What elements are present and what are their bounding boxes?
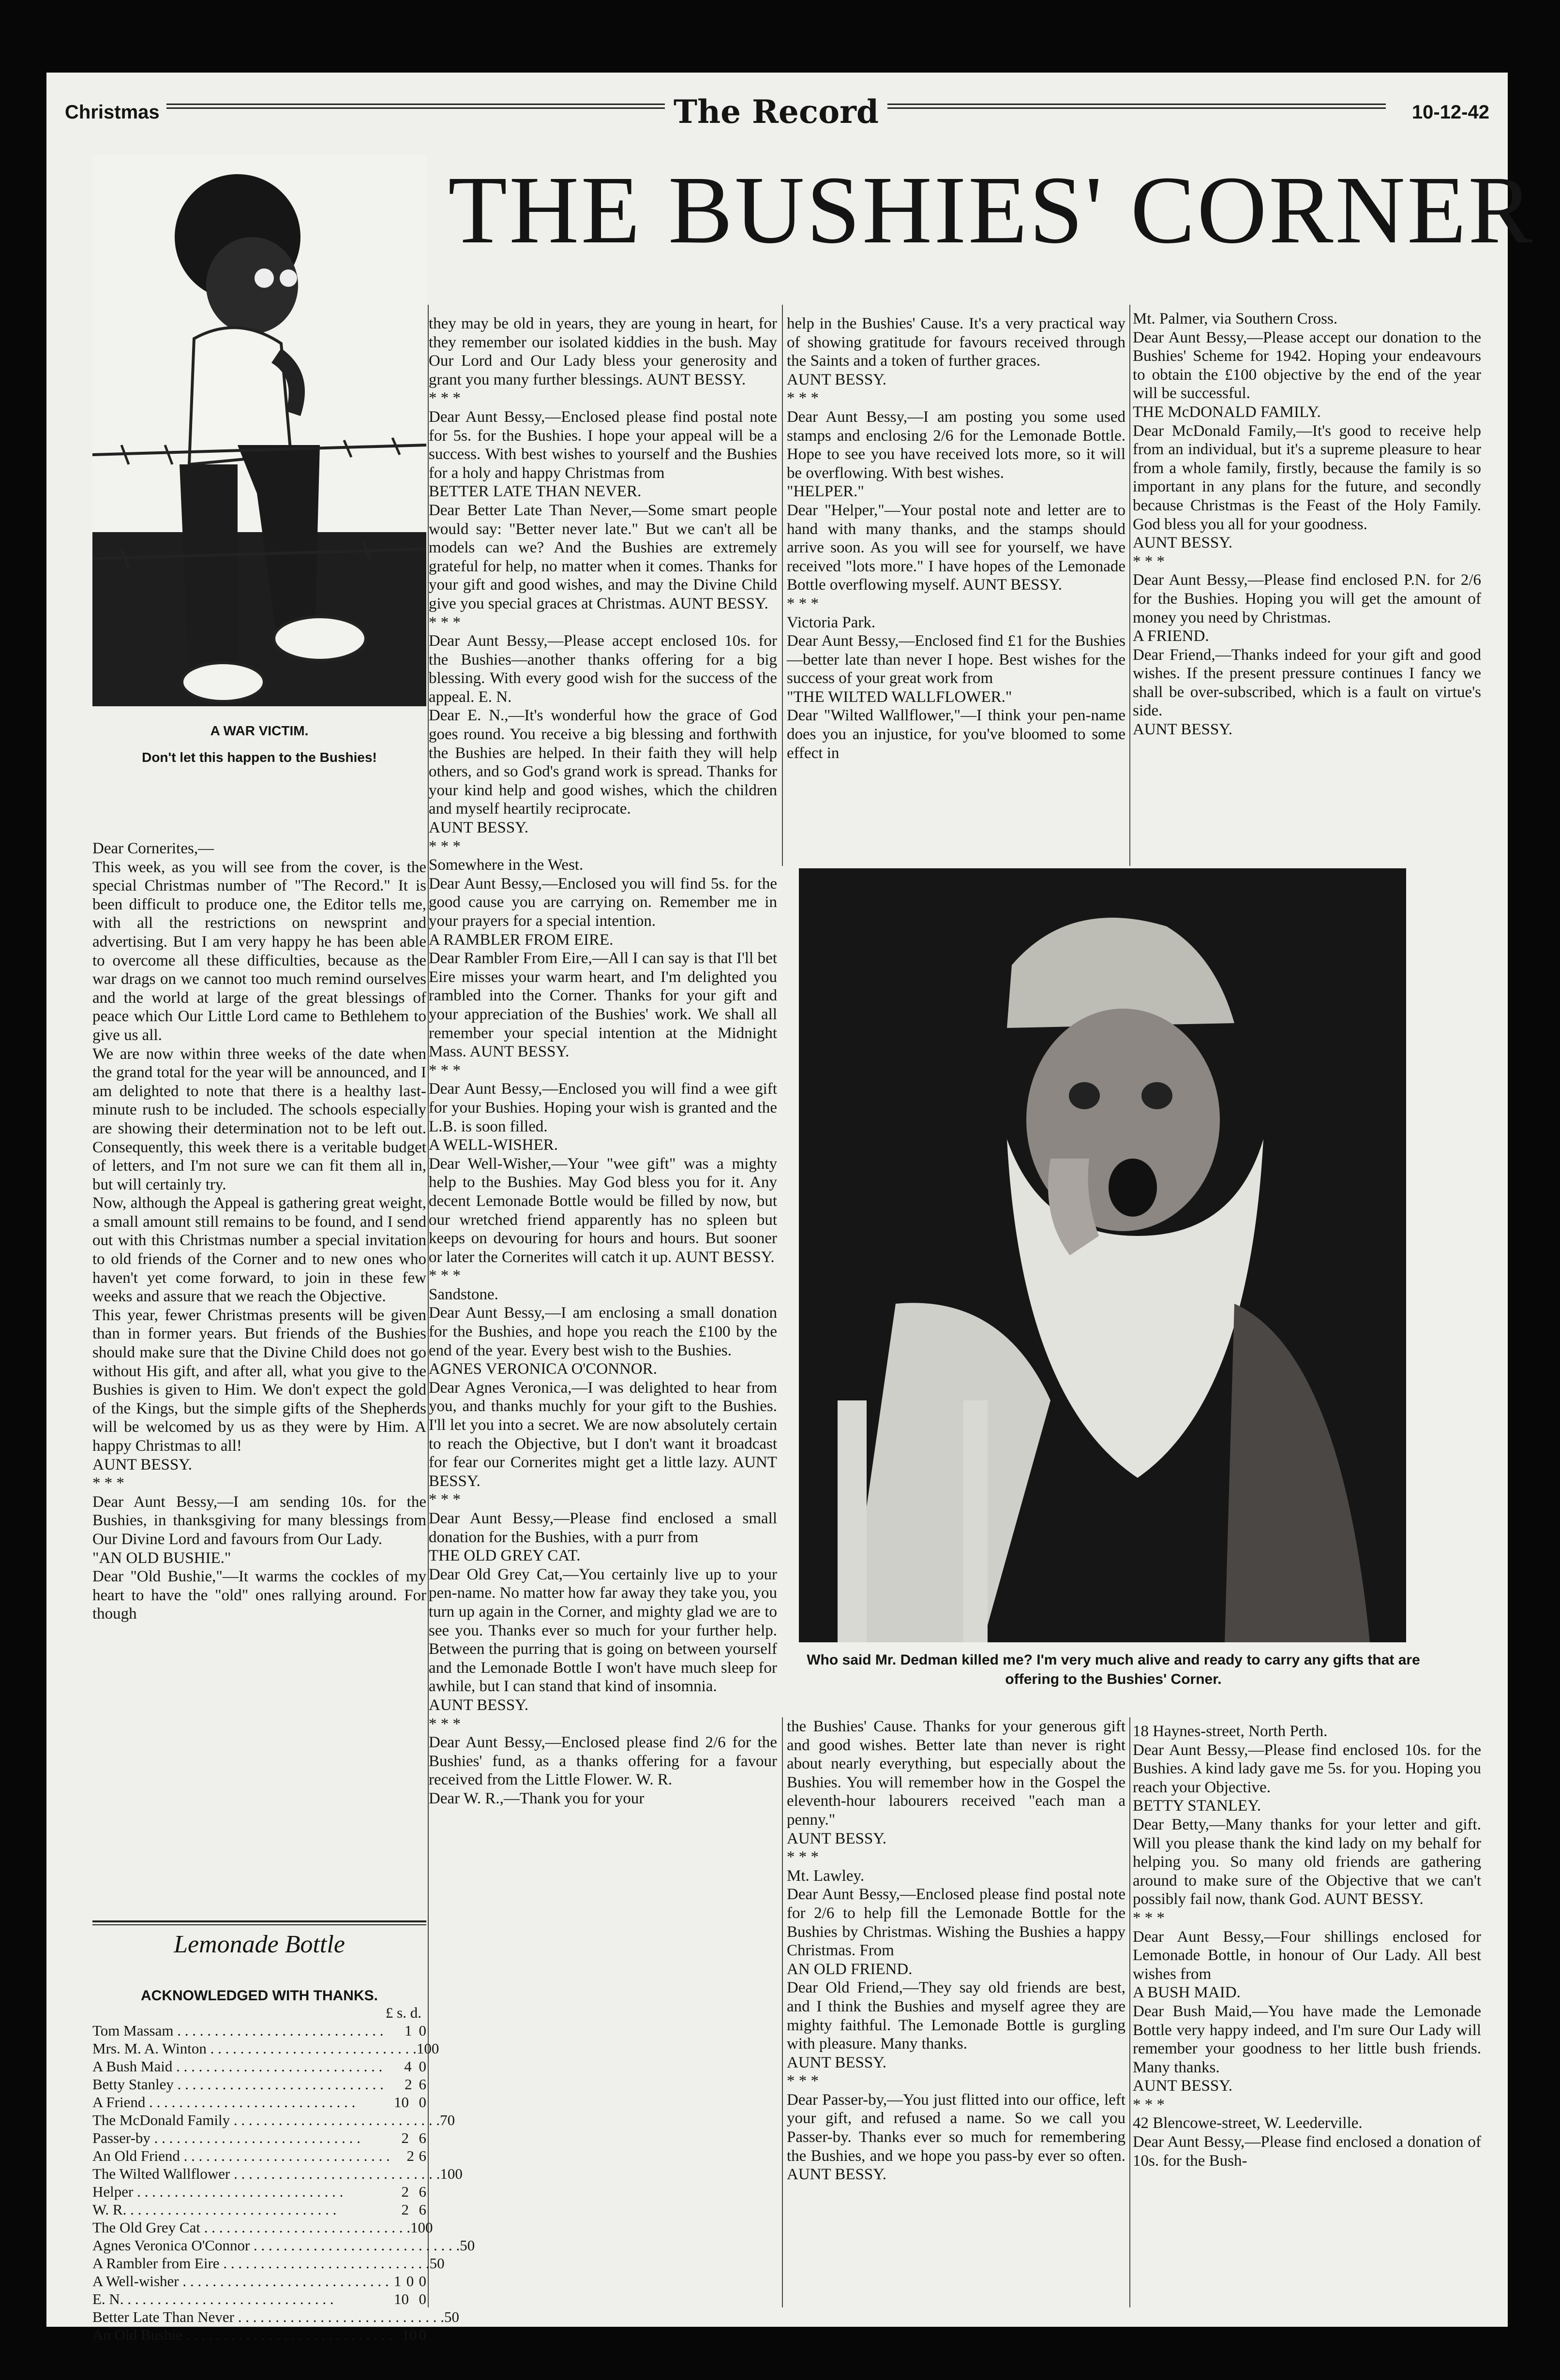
donor-name: Helper . . . xyxy=(92,2183,374,2201)
lemonade-list xyxy=(92,2022,475,2344)
amount-s: 0 xyxy=(406,2273,414,2290)
column-divider xyxy=(782,1717,783,2307)
amount-s: 10 xyxy=(394,2291,409,2307)
amount-d: 0 xyxy=(425,2219,433,2236)
amount-d: 0 xyxy=(419,2058,427,2075)
amount-s: 5 xyxy=(429,2255,437,2272)
page-title: THE BUSHIES' CORNER xyxy=(448,157,1535,264)
santa-photo xyxy=(799,868,1406,1642)
amount-d: 0 xyxy=(419,2326,426,2343)
column-divider xyxy=(782,305,783,866)
amount-d: 0 xyxy=(419,2273,426,2290)
lemonade-columns: £ s. d. xyxy=(385,2004,421,2021)
amount-l xyxy=(392,2326,402,2344)
amount-d: 0 xyxy=(419,2022,427,2039)
lemonade-row xyxy=(92,2129,426,2147)
article-column-5: the Bushies' Cause. Thanks for your generous gift and good wishes. Better late than never is right about nearly everything, but especially about the Bushies. You will remember how in the Gospel the eleventh-hour labourers received "each man a penny." AUNT BESSY. * * * Mt. Lawley. Dear Aunt Bessy,—Enclosed please find postal note for 2/6 to help fill the Lemonade Bottle for the Bushies by Christmas. Wishing the Bushies a happy Christmas. From AN OLD FRIEND. Dear Old Friend,—They say old friends are best, and I think the Bushies and myself agree they are mighty faithful. The Lemonade Bottle is gurgling with pleasure. Many thanks. AUNT BESSY. * * * Dear Passer-by,—You just flitted into our office, left your gift, and refused a name. So we call you Passer-by. Thanks ever so much for remembering the Bushies, and we hope you pass-by ever so often. AUNT BESSY. xyxy=(787,1718,1125,2184)
amount-l xyxy=(374,2093,391,2111)
amount-s: 10 xyxy=(402,2326,417,2343)
lemonade-subtitle: ACKNOWLEDGED WITH THANKS. xyxy=(141,1988,378,2004)
donor-name: A Well-wisher . . . xyxy=(92,2272,389,2290)
lemonade-row xyxy=(92,2165,463,2183)
amount-s: 2 xyxy=(406,2147,414,2164)
donor-name: Tom Massam . . . xyxy=(92,2022,383,2039)
amount-d: 6 xyxy=(419,2201,426,2218)
masthead: The Record xyxy=(673,93,879,131)
donor-name: Better Late Than Never . . . xyxy=(92,2308,444,2326)
lemonade-row xyxy=(92,2075,426,2093)
donor-name: Betty Stanley . . . xyxy=(92,2075,384,2093)
amount-d: 6 xyxy=(419,2076,426,2093)
lemonade-row xyxy=(92,2308,459,2326)
amount-l xyxy=(382,2057,397,2075)
article-column-6: 18 Haynes-street, North Perth. Dear Aunt Bessy,—Please find enclosed 10s. for the Bushies. A kind lady gave me 5s. for you. Hoping you reach your Objective. BETTY STANLEY. Dear Betty,—Many thanks for your letter and gift. Will you please thank the kind lady on my behalf for helping you. So many old friends are gathering around to make sure of the Objective that we can't possibly fail now, thank God. AUNT BESSY. * * * Dear Aunt Bessy,—Four shillings enclosed for Lemonade Bottle, in honour of Our Lady. All best wishes from A BUSH MAID. Dear Bush Maid,—You have made the Lemonade Bottle very happy indeed, and I'm sure Our Lady will remember your goodness to her little bush friends. Many thanks. AUNT BESSY. * * * 42 Blencowe-street, W. Leederville. Dear Aunt Bessy,—Please find enclosed a donation of 10s. for the Bush- xyxy=(1133,1723,1481,2170)
donor-name: The McDonald Family . . . xyxy=(92,2111,440,2129)
amount-s: 5 xyxy=(460,2237,467,2254)
amount-l: 1 xyxy=(393,2273,402,2290)
amount-d: 6 xyxy=(419,2129,426,2146)
newspaper-page xyxy=(46,73,1535,2343)
amount-d: 0 xyxy=(419,2094,426,2111)
amount-l xyxy=(374,2129,391,2147)
lemonade-row xyxy=(92,2022,426,2039)
amount-s: 0 xyxy=(447,2165,455,2182)
lemonade-bottle-box xyxy=(92,1920,475,2343)
lemonade-row xyxy=(92,2111,455,2129)
lemonade-title: Lemonade Bottle xyxy=(174,1931,345,1958)
article-column-4: Mt. Palmer, via Southern Cross. Dear Aunt Bessy,—Please accept our donation to the Bushies' Scheme for 1942. Hoping your endeavours to obtain the £100 objective by the end of the year will be successful. THE McDONALD FAMILY. Dear McDonald Family,—It's good to receive help from an individual, but it's a supreme pleasure to hear from a whole family, firstly, because the family is so important in any plans for the future, and secondly because Christmas is the Feast of the Holy Family. God bless you all for your goodness. AUNT BESSY. * * * Dear Aunt Bessy,—Please find enclosed P.N. for 2/6 for the Bushies. Hoping you will get the amount of money you need by Christmas. A FRIEND. Dear Friend,—Thanks indeed for your gift and good wishes. If the present pressure continues I fancy we shall be over-subscribed, which is a fault on virtue's side. AUNT BESSY. xyxy=(1133,310,1481,739)
donor-name: The Wilted Wallflower . . . xyxy=(92,2165,440,2183)
lemonade-row xyxy=(92,2039,439,2057)
amount-d: 0 xyxy=(455,2165,463,2182)
amount-d: 0 xyxy=(447,2112,455,2128)
lemonade-row xyxy=(92,2290,426,2308)
lemonade-row xyxy=(92,2236,475,2254)
amount-s: 5 xyxy=(444,2308,452,2325)
amount-s: 1 xyxy=(405,2022,412,2039)
amount-d: 0 xyxy=(437,2255,445,2272)
header-date: 10-12-42 xyxy=(1411,102,1489,123)
amount-s: 10 xyxy=(416,2040,432,2057)
column-divider xyxy=(1129,1717,1130,2307)
illustration-subcaption: Don't let this happen to the Bushies! xyxy=(142,750,377,765)
amount-l xyxy=(383,2022,398,2039)
lemonade-row xyxy=(92,2093,426,2111)
illustration-caption: A WAR VICTIM. xyxy=(210,723,309,738)
lemonade-row xyxy=(92,2183,426,2201)
amount-d: 0 xyxy=(431,2040,439,2057)
lemonade-row xyxy=(92,2201,426,2218)
donor-name: Mrs. M. A. Winton . . . xyxy=(92,2039,417,2057)
donor-name: A Rambler from Eire . . . xyxy=(92,2254,430,2272)
amount-d: 6 xyxy=(419,2183,426,2200)
amount-l xyxy=(374,2183,391,2201)
page-header xyxy=(65,93,1489,134)
header-section: Christmas xyxy=(65,102,160,123)
donor-name: W. R. . . . xyxy=(92,2201,374,2218)
amount-s: 10 xyxy=(410,2219,425,2236)
article-column-3: help in the Bushies' Cause. It's a very practical way of showing gratitude for favours received through the Saints and a token of further graces. AUNT BESSY. * * * Dear Aunt Bessy,—I am posting you some used stamps and enclosing 2/6 for the Lemonade Bottle. Hope to see you have received lots more, so it will be overflowing. With best wishes. "HELPER." Dear "Helper,"—Your postal note and letter are to hand with many thanks, and the stamps should arrive soon. As you will see for yourself, we have received "lots more." I have hopes of the Lemonade Bottle overflowing myself. AUNT BESSY. * * * Victoria Park. Dear Aunt Bessy,—Enclosed find £1 for the Bushies—better late than never I hope. Best wishes for the success of your great work from "THE WILTED WALLFLOWER." Dear "Wilted Wallflower,"—I think your pen-name does you an injustice, for you've bloomed to some effect in xyxy=(787,315,1125,762)
amount-d: 6 xyxy=(419,2147,427,2164)
amount-s: 2 xyxy=(405,2076,412,2093)
lemonade-row xyxy=(92,2057,426,2075)
amount-s: 7 xyxy=(440,2112,448,2128)
amount-s: 10 xyxy=(394,2094,409,2111)
donor-name: Passer-by . . . xyxy=(92,2129,374,2147)
amount-s: 2 xyxy=(401,2183,409,2200)
lemonade-row xyxy=(92,2272,426,2290)
amount-d: 0 xyxy=(419,2291,426,2307)
donor-name: Agnes Veronica O'Connor . . . xyxy=(92,2236,460,2254)
donor-name: The Old Grey Cat . . . xyxy=(92,2218,410,2236)
donor-name: E. N. . . . xyxy=(92,2290,374,2308)
box-rule xyxy=(92,1920,426,1925)
donor-name: A Bush Maid . . . xyxy=(92,2057,382,2075)
amount-s: 2 xyxy=(401,2201,409,2218)
amount-s: 4 xyxy=(404,2058,412,2075)
amount-l xyxy=(374,2290,391,2308)
header-rule-left xyxy=(166,104,665,109)
amount-l: 1 xyxy=(440,2165,448,2182)
column-divider xyxy=(1129,305,1130,866)
amount-s: 2 xyxy=(401,2129,409,2146)
war-victim-illustration xyxy=(92,155,426,706)
amount-d: 0 xyxy=(451,2308,459,2325)
donor-name: An Old Bushie . . . xyxy=(92,2326,392,2344)
lemonade-row xyxy=(92,2218,433,2236)
lemonade-row xyxy=(92,2254,445,2272)
photo-caption: Who said Mr. Dedman killed me? I'm very much alive and ready to carry any gifts that are offering to the Bushies' Corner. xyxy=(807,1652,1420,1687)
amount-l xyxy=(390,2147,402,2165)
amount-l xyxy=(384,2075,398,2093)
lemonade-row xyxy=(92,2147,426,2165)
donor-name: An Old Friend . . . xyxy=(92,2147,390,2165)
article-column-2: they may be old in years, they are young in heart, for they remember our isolated kiddies in the bush. May Our Lord and Our Lady bless your generosity and grant you many further blessings. AUNT BESSY. * * * Dear Aunt Bessy,—Enclosed please find postal note for 5s. for the Bushies. I hope your appeal will be a success. With best wishes to yourself and the Bushies for a holy and happy Christmas from BETTER LATE THAN NEVER. Dear Better Late Than Never,—Some smart people would say: "Better never late." But we can't all be models can we? And the Bushies are extremely grateful for help, no matter when it comes. Thanks for your gift and good wishes, and may the Divine Child give you special graces at Christmas. AUNT BESSY. * * * Dear Aunt Bessy,—Please accept enclosed 10s. for the Bushies—another thanks offering for a big blessing. With every good wish for the success of the appeal. E. N. Dear E. N.,—It's wonderful how the grace of God goes round. You receive a big blessing and forthwith the Bushies are helped. In their faith they will help others, and so God's grand work is spread. Thanks for your kind help and good wishes, which the children and myself heartily reciprocate. AUNT BESSY. * * * Somewhere in the West. Dear Aunt Bessy,—Enclosed you will find 5s. for the good cause you are carrying on. Remember me in your prayers for a special intention. A RAMBLER FROM EIRE. Dear Rambler From Eire,—All I can say is that I'll bet Eire misses your warm heart, and I'm delighted you rambled into the Corner. Thanks for your gift and your appreciation of the Bushies' work. We shall all remember your special intention at the Midnight Mass. AUNT BESSY. * * * Dear Aunt Bessy,—Enclosed you will find a wee gift for your Bushies. Hoping your wish is granted and the L.B. is soon filled. A WELL-WISHER. Dear Well-Wisher,—Your "wee gift" was a mighty help to the Bushies. May God bless you for it. Any decent Lemonade Bottle would be filled by now, but our wretched friend apparently has no spleen but keeps on devouring for hours and hours. But sooner or later the Cornerites will catch it up. AUNT BESSY. * * * Sandstone. Dear Aunt Bessy,—I am enclosing a small donation for the Bushies, and hope you reach the £100 by the end of the year. Every best wish to the Bushies. AGNES VERONICA O'CONNOR. Dear Agnes Veronica,—I was delighted to hear from you, and thanks muchly for your gift to the Bushies. I'll let you into a secret. We are now absolutely certain to reach the Objective, but I don't want it broadcast for fear our Cornerites might get a little lazy. AUNT BESSY. * * * Dear Aunt Bessy,—Please find enclosed a small donation for the Bushies, with a purr from THE OLD GREY CAT. Dear Old Grey Cat,—You certainly live up to your pen-name. No matter how far away they take you, you turn up again in the Corner, and mighty glad we are to see you. Thanks ever so much for your further help. Between the purring that is going on between yourself and the Lemonade Bottle I won't have much sleep for awhile, but I can stand that kind of insomnia. AUNT BESSY. * * * Dear Aunt Bessy,—Enclosed please find 2/6 for the Bushies' fund, as a thanks offering for a favour received from the Little Flower. W. R. Dear W. R.,—Thank you for your xyxy=(429,315,777,1807)
donor-name: A Friend . . . xyxy=(92,2093,374,2111)
lemonade-row xyxy=(92,2326,426,2344)
amount-d: 0 xyxy=(467,2237,475,2254)
amount-l xyxy=(374,2201,391,2218)
article-column-1: Dear Cornerites,— This week, as you will see from the cover, is the special Christmas number of "The Record." It is been difficult to produce one, the Editor tells me, with all the restrictions on newsprint and advertising. But I am very happy he has been able to overcome all these difficulties, because as the war drags on we cannot too much remind ourselves and the world at large of the great blessings of peace which Our Little Lord came to Bethlehem to give us all. We are now within three weeks of the date when the grand total for the year will be announced, and I am delighted to note that there is a healthy last-minute rush to be included. The schools especially are showing their determination not to be left out. Consequently, this week there is a veritable budget of letters, and I'm not sure we can fit them all in, but will certainly try. Now, although the Appeal is gathering great weight, a small amount still remains to be found, and I send out with this Christmas number a special invitation to old friends of the Corner and to new ones who haven't yet come forward, to join in these few weeks and assure that we reach the Objective. This year, fewer Christmas presents will be given than in former years. But friends of the Bushies should make sure that the Divine Child does not go without His gift, and after all, what you give to the Bushies is given to Him. We don't expect the gold of the Kings, but the simple gifts of the Shepherds will be welcomed by us as they were by Him. A happy Christmas to all! AUNT BESSY. * * * Dear Aunt Bessy,—I am sending 10s. for the Bushies, in thanksgiving for many blessings from Our Divine Lord and favours from Our Lady. "AN OLD BUSHIE." Dear "Old Bushie,"—It warms the cockles of my heart to have the "old" ones rallying around. For though xyxy=(92,840,426,1623)
header-rule-right xyxy=(887,104,1386,109)
